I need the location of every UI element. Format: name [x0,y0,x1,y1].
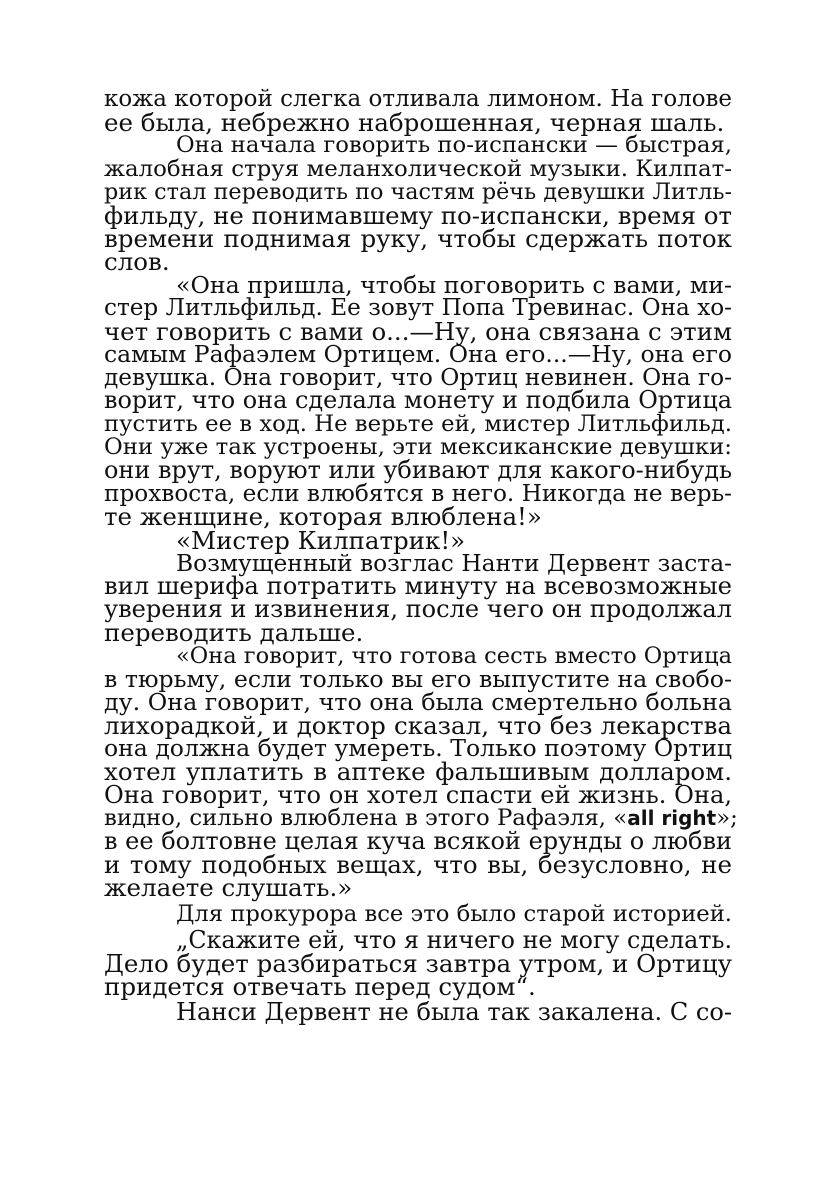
text-line: в тюрьму, если только вы его выпустите на свобо- [104,664,732,693]
text-segment: »; [716,804,738,831]
text-line: ду. Она говорит, что она была смертельно больна [104,687,732,716]
text-line: девушка. Она говорит, что Ортиц невинен. Она го- [104,364,732,392]
text-line: фильду, не понимавшему по-испански, время от [104,200,732,230]
text-line: в ее болтовне целая куча всякой ерунды о любви [104,827,732,855]
text-line: вил шерифа потратить минуту на всевозможные [104,571,732,600]
text-line: Они уже так устроены, эти мексиканские девушки: [104,433,732,460]
paragraph-first-line: Возмущенный возглас Нанти Дервент заста- [176,548,732,577]
text-line: она должна будет умереть. Только поэтому Ортиц [104,734,732,763]
text-line: кожа которой слегка отливала лимоном. На голове [104,86,732,112]
text-segment: видно, сильно влюблена в этого Рафаэля, « [104,804,628,831]
text-line: Она говорит, что он хотел спасти ей жизнь. Она, [104,780,732,809]
paragraph-first-line: «Мистер Килпатрик!» [176,525,466,555]
text-line: те женщине, которая влюблена!» [104,502,542,532]
text-line: они врут, воруют или убивают для какого-нибудь [104,456,732,484]
text-line: желаете слушать.» [104,873,353,903]
text-line: придется отвечать перед судом“. [104,972,536,1002]
paragraph-first-line: Нанси Дервент не была так закалена. С со- [176,998,732,1027]
text-line: стер Литльфильд. Ее зовут Попа Тревинас. Она хо- [104,294,732,321]
text-line: чет говорить с вами о...—Ну, она связана с этим [104,316,732,346]
paragraph-first-line: «Она говорит, что готова сесть вместо Ортица [176,642,732,669]
paragraph-first-line: Она начала говорить по-испански — быстрая, [176,132,732,159]
text-line: времени поднимая руку, чтобы сдержать поток [104,224,732,254]
text-line: и тому подобных вещах, что вы, безусловно, не [104,850,732,880]
text-line: хотел уплатить в аптеке фальшивым долларом. [104,757,732,787]
text-line: ворит, что она сделала монету и подбила Ортица [104,386,732,415]
text-line: самым Рафаэлем Ортицем. Она его...—Ну, она его [104,340,732,369]
english-phrase: all right [627,805,717,830]
paragraph-first-line: «Она пришла, чтобы поговорить с вами, ми- [176,270,732,299]
paragraph-first-line: „Скажите ей, что я ничего не могу сделать. [176,925,732,954]
page-text [104,86,738,1027]
text-line: лихорадкой, и доктор сказал, что без лекарства [104,711,732,741]
text-line: Дело будет разбираться завтра утром, и Ортицу [104,948,732,978]
text-line: переводить дальше. [104,618,364,648]
paragraph-first-line: Для прокурора все это было старой историей. [176,900,732,927]
text-line: жалобная струя меланхолической музыки. Килпат- [104,155,732,182]
text-line: пустить ее в ход. Не верьте ей, мистер Литльфильд. [104,410,732,437]
text-line: уверения и извинения, после чего он продолжал [104,595,732,624]
text-line: прохвоста, если влюбятся в него. Никогда не верь- [104,480,732,508]
text-line: рик стал переводить по частям рёчь девушки Литль- [104,178,732,205]
text-line: слов. [104,247,170,277]
text-line: ее была, небрежно наброшенная, черная шаль. [104,108,725,138]
